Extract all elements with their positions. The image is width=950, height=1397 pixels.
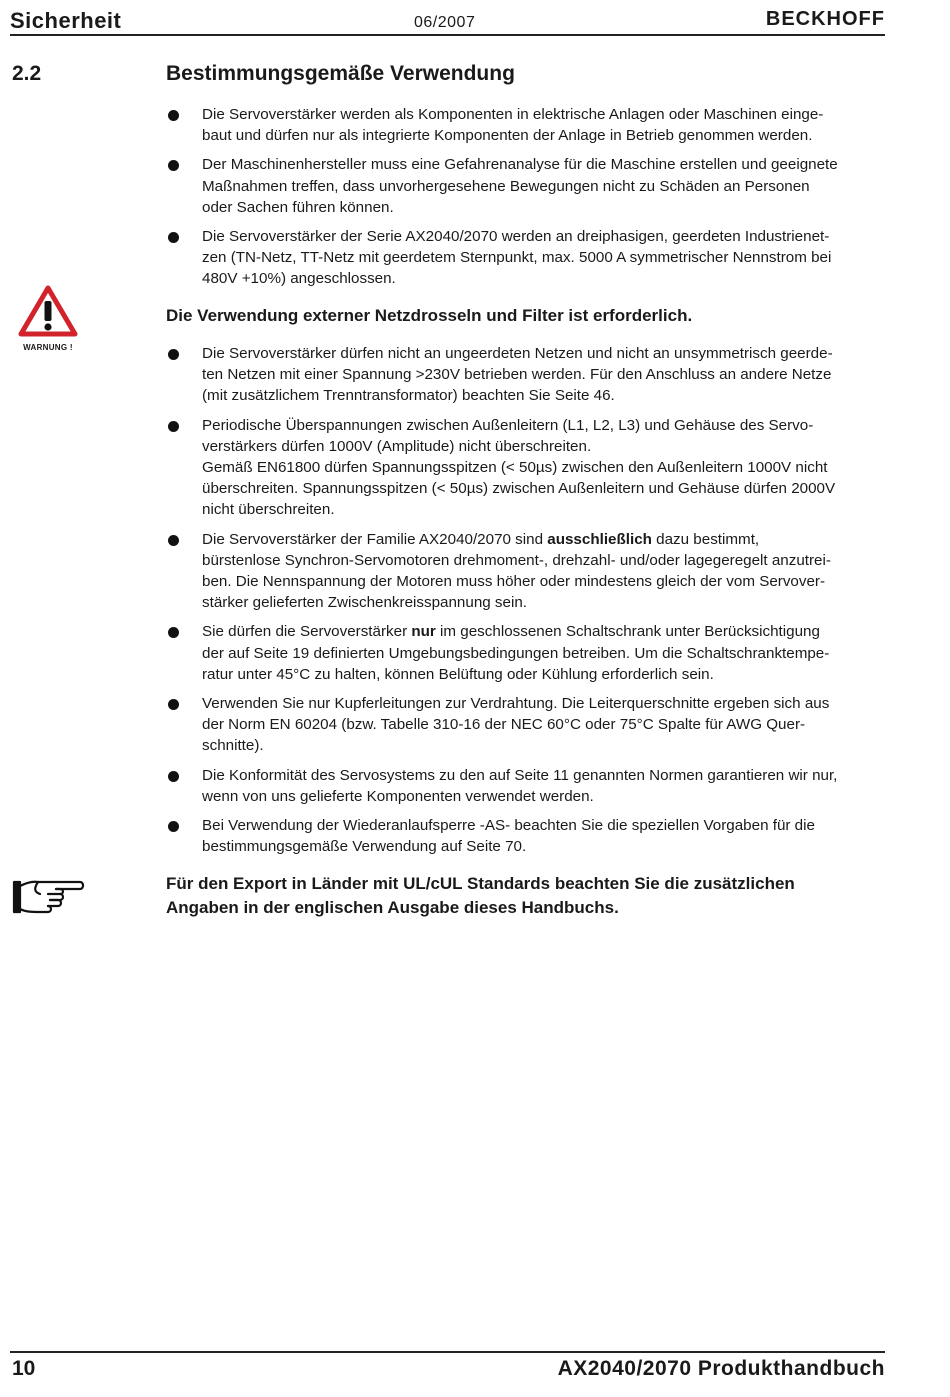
list-item [166,154,891,218]
warning-triangle-icon [18,285,78,337]
document-title: AX2040/2070 Produkthandbuch [557,1357,885,1380]
list-item [166,104,891,146]
text-run: Sie dürfen die Servoverstärker [202,623,412,641]
text-run: dazu bestimmt, bürstenlose Synchron-Servomotoren drehmoment-, drehzahl- und/oder lagegeregelt anzutrei- ben. Die Nennspannung der Motoren muss höher oder mindestens gleich der vom Servover- stärker gelieferten Zwischenkreisspannung sein. [202,530,831,612]
warning-sign [16,285,80,352]
list-item [166,529,891,614]
bullet-icon [168,232,179,243]
list-item-text: Bei Verwendung der Wiederanlaufsperre -AS- beachten Sie die speziellen Vorgaben für die bestimmungsgemäße Verwendung auf Seite 70. [202,817,815,856]
header-date: 06/2007 [414,14,476,31]
bullet-icon [168,160,179,171]
list-item-text: Die Konformität des Servosystems zu den auf Seite 11 genannten Normen garantieren wir nur, wenn von uns gelieferte Komponenten verwendet werden. [202,766,838,805]
text-run: im geschlossenen Schaltschrank unter Berücksichtigung der auf Seite 19 definierten Umgebungsbedingungen betreiben. Um die Schaltschranktempe- ratur unter 45°C zu halten, können Belüftung oder Kühlung erforderlich sein. [202,623,830,683]
intro-list [166,104,891,298]
list-item-text: Die Servoverstärker dürfen nicht an ungeerdeten Netzen und nicht an unsymmetrisch geerde- ten Netzen mit einer Spannung >230V betrieben werden. Für den Anschluss an andere Netze (mit zusätzlichem Trenntransformator) beachten Sie Seite 46. [202,345,833,405]
bullet-icon [168,821,179,832]
page-number: 10 [12,1357,36,1380]
emphasis: nur [411,623,436,641]
bullet-icon [168,771,179,782]
page-header [10,8,885,34]
brand-logo: BECKHOFF [765,8,885,30]
list-item [166,815,891,857]
section-title: Bestimmungsgemäße Verwendung [166,62,515,85]
bullet-icon [168,349,179,360]
list-item-text [202,623,829,682]
text-run: Die Servoverstärker der Familie AX2040/2070 sind [202,530,548,548]
list-item [166,693,891,757]
list-item [166,415,891,521]
bullet-icon [168,421,179,432]
pointing-hand-icon [12,876,86,921]
requirements-list [166,343,891,865]
header-title: Sicherheit [10,8,122,33]
bullet-icon [168,535,179,546]
bullet-icon [168,699,179,710]
warning-text: Die Verwendung externer Netzdrosseln und Filter ist erforderlich. [166,306,693,325]
list-item [166,621,891,685]
export-note: Für den Export in Länder mit UL/cUL Standards beachten Sie die zusätzlichen Angaben in der englischen Ausgabe dieses Handbuchs. [166,874,795,917]
list-item-text: Der Maschinenhersteller muss eine Gefahrenanalyse für die Maschine erstellen und geeignete Maßnahmen treffen, dass unvorhergesehene Bewegungen nicht zu Schäden an Personen oder Sachen führen können. [202,156,838,216]
list-item-text [202,531,831,612]
warning-label: WARNUNG ! [23,343,73,352]
list-item-text: Die Servoverstärker werden als Komponenten in elektrische Anlagen oder Maschinen einge- baut und dürfen nur als integrierte Komponenten der Anlage in Betrieb genommen werden. [202,106,824,145]
list-item-text: Verwenden Sie nur Kupferleitungen zur Verdrahtung. Die Leiterquerschnitte ergeben sich aus der Norm EN 60204 (bzw. Tabelle 310-16 der NEC 60°C oder 75°C Spalte für AWG Quer- schnitte). [202,695,830,755]
list-item-text: Periodische Überspannungen zwischen Außenleitern (L1, L2, L3) und Gehäuse des Servo- verstärkers dürfen 1000V (Amplitude) nicht überschreiten. Gemäß EN61800 dürfen Spannungsspitzen (< 50µs) zwischen den Außenleitern 1000V nicht überschreiten. Spannungsspitzen (< 50µs) zwischen Außenleitern und Gehäuse dürfen 2000V nicht überschreiten. [202,416,836,519]
list-item [166,343,891,407]
bullet-icon [168,110,179,121]
list-item [166,226,891,290]
footer-rule [10,1351,885,1353]
bullet-icon [168,627,179,638]
list-item [166,765,891,807]
header-rule [10,34,885,36]
list-item-text: Die Servoverstärker der Serie AX2040/2070 werden an dreiphasigen, geerdeten Industrienet- zen (TN-Netz, TT-Netz mit geerdetem Sternpunkt, max. 5000 A symmetrischer Nennstrom bei 480V +10%) angeschlossen. [202,228,832,288]
section-number: 2.2 [12,62,42,85]
emphasis: ausschließlich [547,530,652,548]
